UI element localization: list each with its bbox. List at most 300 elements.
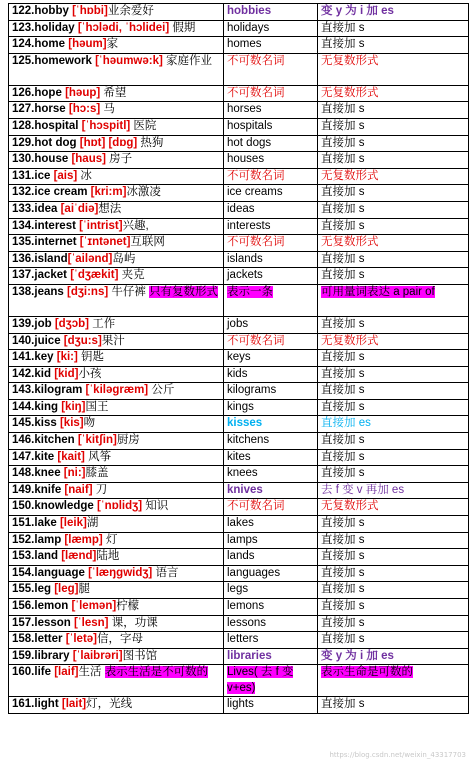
table-row [9,549,469,566]
word-cell [9,4,224,21]
rule-text: 去 f 变 v 再加 es [321,483,405,496]
phonetic-text: [ˈkitʃin] [77,434,117,447]
word-text: 151.lake [12,517,60,530]
plural-text: jobs [227,317,249,330]
word-cell [9,697,224,714]
plural-cell [224,416,318,433]
rule-text: 直接加 s [321,434,365,447]
table-row [9,665,469,697]
word-text: 124.home [12,38,69,51]
word-cell [9,333,224,350]
word-cell [9,466,224,483]
table-row [9,152,469,169]
vocabulary-table [8,3,469,714]
phonetic-text: [aiˈdiə] [60,202,99,215]
table-row [9,37,469,54]
rule-cell [318,433,469,450]
plural-text: languages [227,566,281,579]
rule-text: 直接加 s [321,616,365,629]
word-cell [9,135,224,152]
plural-cell [224,433,318,450]
meaning-text: 果汁 [101,334,125,347]
rule-cell [318,235,469,252]
rule-text: 直接加 s [321,219,365,232]
rule-cell [318,366,469,383]
rule-cell [318,135,469,152]
word-text: 127.horse [12,103,69,116]
meaning-text: 膝盖 [85,467,109,480]
meaning-text: 陆地 [96,550,120,563]
rule-cell [318,201,469,218]
plural-text: kids [227,367,248,380]
word-cell [9,416,224,433]
meaning-text: 公斤 [148,384,175,397]
rule-cell [318,565,469,582]
rule-text: 直接加 s [321,600,365,612]
meaning-text: 刀 [92,483,108,496]
meaning-text: 假期 [169,21,196,34]
phonetic-text: [ˈɪntənet] [79,236,131,249]
meaning-text: 热狗 [137,136,164,149]
meaning-text: 家庭作业 [162,54,213,67]
meaning-text: 腿 [78,583,90,596]
rule-cell [318,4,469,21]
rule-cell [318,516,469,533]
rule-cell [318,549,469,566]
rule-cell [318,499,469,516]
rule-text: 直接加 s [321,384,365,397]
word-cell [9,366,224,383]
table-row [9,599,469,616]
meaning-text: 牛仔裤 [108,285,150,298]
meaning-text: 课，功课 [108,616,158,629]
plural-cell [224,268,318,285]
word-cell [9,251,224,268]
word-text: 160.life [12,666,55,679]
rule-text: 无复数形式 [321,169,379,182]
rule-cell [318,316,469,333]
table-row [9,333,469,350]
plural-cell [224,615,318,632]
word-text: 147.kite [12,450,58,463]
word-text: 150.knowledge [12,500,98,513]
phonetic-text: [ki:] [56,351,78,364]
rule-cell [318,416,469,433]
rule-cell [318,218,469,235]
rule-cell [318,350,469,367]
table-row [9,632,469,649]
phonetic-text: [ˈhɔlədi, ˈhɔlidei] [77,21,170,34]
rule-text: 直接加 s [321,21,365,34]
meaning-text: 家 [106,38,119,51]
table-row [9,366,469,383]
meaning-text: 马 [100,103,115,116]
watermark: https://blog.csdn.net/weixin_43317703 [329,751,466,759]
meaning-text: 灯 [102,533,118,546]
word-text: 159.library [12,649,73,662]
usage-note: 表示生活是不可数的 [104,666,209,679]
meaning-text: 互联网 [130,236,165,249]
plural-cell [224,648,318,665]
word-text: 135.internet [12,236,80,249]
table-row [9,399,469,416]
phonetic-text: [ˈkiləgræm] [85,384,149,397]
plural-text: ice creams [227,186,283,199]
word-text: 142.kid [12,367,55,380]
plural-text: hobbies [227,5,272,17]
word-text: 146.kitchen [12,434,78,447]
plural-cell [224,482,318,499]
word-text: 130.house [12,153,72,166]
rule-cell [318,582,469,599]
rule-cell [318,399,469,416]
word-cell [9,449,224,466]
meaning-text: 工作 [89,317,116,330]
plural-cell [224,582,318,599]
word-cell [9,599,224,616]
plural-cell [224,532,318,549]
word-cell [9,118,224,135]
meaning-text: 希望 [100,86,127,99]
plural-text: 不可数名词 [227,500,285,513]
word-text: 145.kiss [12,417,60,430]
plural-cell [224,201,318,218]
rule-text: 直接加 s [321,351,365,364]
phonetic-text: [ˈailənd] [67,252,113,265]
table-row [9,102,469,119]
rule-text: 直接加 s [321,252,365,265]
plural-text: lands [227,550,255,563]
plural-cell [224,152,318,169]
phonetic-text: [ˈlaibrəri] [72,649,123,662]
phonetic-text: [kri:m] [90,186,127,199]
phonetic-text: [ais] [53,169,78,182]
plural-cell [224,251,318,268]
word-text: 148.knee [12,467,64,480]
plural-text: kites [227,450,251,463]
plural-cell [224,499,318,516]
plural-cell [224,565,318,582]
phonetic-text: [lait] [61,698,87,711]
phonetic-text: [dʒu:s] [63,334,102,347]
plural-cell [224,383,318,400]
rule-text: 无复数形式 [321,236,379,249]
phonetic-text: [ˈlesn] [74,616,109,629]
word-text: 123.holiday [12,21,78,34]
plural-text: hot dogs [227,136,272,149]
word-text: 131.ice [12,169,54,182]
meaning-text: 房子 [105,153,133,166]
rule-cell [318,333,469,350]
word-cell [9,37,224,54]
plural-text: 表示一条 [227,285,273,298]
word-cell [9,665,224,697]
plural-cell [224,135,318,152]
rule-cell [318,449,469,466]
phonetic-text: [dʒɔb] [54,317,89,330]
plural-cell [224,399,318,416]
meaning-text: 业余爱好 [107,5,154,17]
rule-text: 直接加 s [321,517,365,530]
rule-cell [318,152,469,169]
plural-cell [224,284,318,316]
rule-text: 无复数形式 [321,334,379,347]
plural-text: 不可数名词 [227,334,285,347]
word-text: 140.juice [12,334,64,347]
meaning-text: 图书馆 [122,649,158,662]
word-text: 158.letter [12,633,66,646]
word-text: 125.homework [12,54,96,67]
rule-text: 直接加 s [321,269,365,282]
word-text: 154.language [12,566,89,579]
rule-text: 变 y 为 i 加 es [321,5,394,17]
word-text: 136.island [12,252,68,265]
word-cell [9,549,224,566]
plural-cell [224,168,318,185]
word-cell [9,201,224,218]
meaning-text: 灯，光线 [86,698,133,711]
rule-text: 直接加 s [321,698,365,711]
word-text: 153.land [12,550,62,563]
rule-text: 直接加 s [321,533,365,546]
table-row [9,383,469,400]
table-row [9,4,469,21]
plural-text: kisses [227,417,263,430]
rule-text: 直接加 s [321,467,365,480]
plural-cell [224,53,318,85]
rule-cell [318,20,469,37]
word-text: 133.idea [12,202,61,215]
plural-cell [224,632,318,649]
rule-cell [318,251,469,268]
word-cell [9,53,224,85]
table-row [9,416,469,433]
rule-text: 直接加 s [321,367,365,380]
phonetic-text: [ˈhɔspitl] [81,119,131,132]
rule-text: 直接加 es [321,417,371,430]
word-text: 149.knife [12,483,65,496]
plural-cell [224,118,318,135]
rule-cell [318,102,469,119]
word-cell [9,218,224,235]
rule-cell [318,118,469,135]
word-cell [9,383,224,400]
rule-text: 直接加 s [321,153,365,166]
rule-cell [318,615,469,632]
meaning-text: 柠檬 [116,600,140,612]
word-cell [9,648,224,665]
phonetic-text: [ˈletə] [65,633,98,646]
meaning-text: 冰激凌 [126,186,161,199]
plural-text: kitchens [227,434,270,447]
phonetic-text: [ni:] [63,467,86,480]
plural-text: lemons [227,600,265,612]
rule-cell [318,482,469,499]
table-row [9,185,469,202]
table-row [9,615,469,632]
table-row [9,268,469,285]
rule-cell [318,85,469,102]
plural-text: horses [227,103,262,116]
rule-cell [318,284,469,316]
plural-text: 不可数名词 [227,54,285,67]
word-cell [9,85,224,102]
phonetic-text: [kait] [57,450,85,463]
rule-cell [318,383,469,400]
plural-cell [224,449,318,466]
rule-cell [318,648,469,665]
word-text: 137.jacket [12,269,71,282]
plural-text: legs [227,583,249,596]
table-row [9,466,469,483]
word-text: 134.interest [12,219,80,232]
rule-cell [318,185,469,202]
word-cell [9,499,224,516]
rule-text: 直接加 s [321,583,365,596]
word-text: 155.leg [12,583,55,596]
word-cell [9,268,224,285]
phonetic-text: [ˈlæŋgwidʒ] [88,566,153,579]
meaning-text: 岛屿 [112,252,136,265]
meaning-text: 厨房 [116,434,140,447]
word-cell [9,565,224,582]
plural-text: knees [227,467,258,480]
phonetic-text: [leik] [59,517,87,530]
meaning-text: 风筝 [84,450,112,463]
word-text: 138.jeans [12,285,67,298]
table-row [9,251,469,268]
rule-cell [318,53,469,85]
table-row [9,433,469,450]
phonetic-text: [ˈhɒbi] [72,5,108,17]
table-row [9,284,469,316]
word-cell [9,632,224,649]
plural-text: Lives( 去 f 变 v+es) [227,666,294,694]
meaning-text: 吻 [83,417,96,430]
plural-text: keys [227,351,251,364]
rule-text: 直接加 s [321,202,365,215]
word-text: 156.lemon [12,600,72,612]
table-row [9,499,469,516]
rule-cell [318,532,469,549]
rule-text: 表示生命是可数的 [321,666,413,679]
rule-text: 直接加 s [321,119,365,132]
rule-cell [318,37,469,54]
word-cell [9,399,224,416]
phonetic-text: [həup] [65,86,101,99]
plural-text: lamps [227,533,258,546]
word-text: 126.hope [12,86,66,99]
table-row [9,316,469,333]
word-text: 122.hobby [12,5,73,17]
phonetic-text: [ˈdʒækit] [70,269,119,282]
meaning-text: 信，字母 [97,633,144,646]
plural-cell [224,549,318,566]
plural-cell [224,20,318,37]
plural-text: 不可数名词 [227,169,285,182]
meaning-text: 湖 [86,517,99,530]
rule-text: 直接加 s [321,186,365,199]
plural-text: 不可数名词 [227,236,285,249]
phonetic-text: [naif] [64,483,93,496]
plural-cell [224,599,318,616]
rule-text: 直接加 s [321,317,365,330]
phonetic-text: [ˈhəumwə:k] [95,54,163,67]
phonetic-text: [kiŋ] [61,400,86,413]
rule-cell [318,168,469,185]
table-row [9,350,469,367]
meaning-text: 钥匙 [77,351,105,364]
word-cell [9,235,224,252]
table-row [9,582,469,599]
rule-text: 直接加 s [321,400,365,413]
word-cell [9,433,224,450]
rule-text: 无复数形式 [321,86,379,99]
word-cell [9,102,224,119]
table-row [9,53,469,85]
phonetic-text: [ˈintrist] [79,219,123,232]
table-row [9,565,469,582]
phonetic-text: [laif] [54,666,79,679]
rule-text: 无复数形式 [321,500,379,513]
plural-text: letters [227,633,259,646]
plural-cell [224,85,318,102]
plural-cell [224,185,318,202]
plural-cell [224,235,318,252]
rule-cell [318,665,469,697]
rule-cell [318,466,469,483]
word-text: 141.key [12,351,57,364]
plural-text: knives [227,483,263,496]
table-row [9,532,469,549]
phonetic-text: [haus] [71,153,106,166]
rule-cell [318,697,469,714]
phonetic-text: [hɔ:s] [68,103,101,116]
rule-cell [318,268,469,285]
phonetic-text: [lænd] [61,550,97,563]
table-row [9,648,469,665]
phonetic-text: [leg] [54,583,79,596]
meaning-text: 冰 [77,169,92,182]
plural-text: jackets [227,269,263,282]
table-row [9,482,469,499]
phonetic-text: [ˈnɒlidʒ] [97,500,143,513]
rule-text: 直接加 s [321,103,365,116]
phonetic-text: [dʒi:ns] [66,285,109,298]
rule-text: 直接加 s [321,38,365,51]
word-text: 157.lesson [12,616,75,629]
word-cell [9,316,224,333]
word-text: 139.job [12,317,55,330]
word-cell [9,532,224,549]
rule-text: 直接加 s [321,550,365,563]
rule-text: 可用量词表达 a pair of [321,285,435,298]
meaning-text: 夹克 [118,269,145,282]
word-cell [9,152,224,169]
plural-cell [224,102,318,119]
table-row [9,201,469,218]
plural-text: libraries [227,649,272,662]
plural-cell [224,366,318,383]
plural-text: lights [227,698,254,711]
phonetic-text: [læmp] [64,533,103,546]
word-cell [9,185,224,202]
word-cell [9,168,224,185]
vocabulary-table-body [9,4,469,714]
table-row [9,516,469,533]
plural-cell [224,516,318,533]
plural-text: islands [227,252,263,265]
